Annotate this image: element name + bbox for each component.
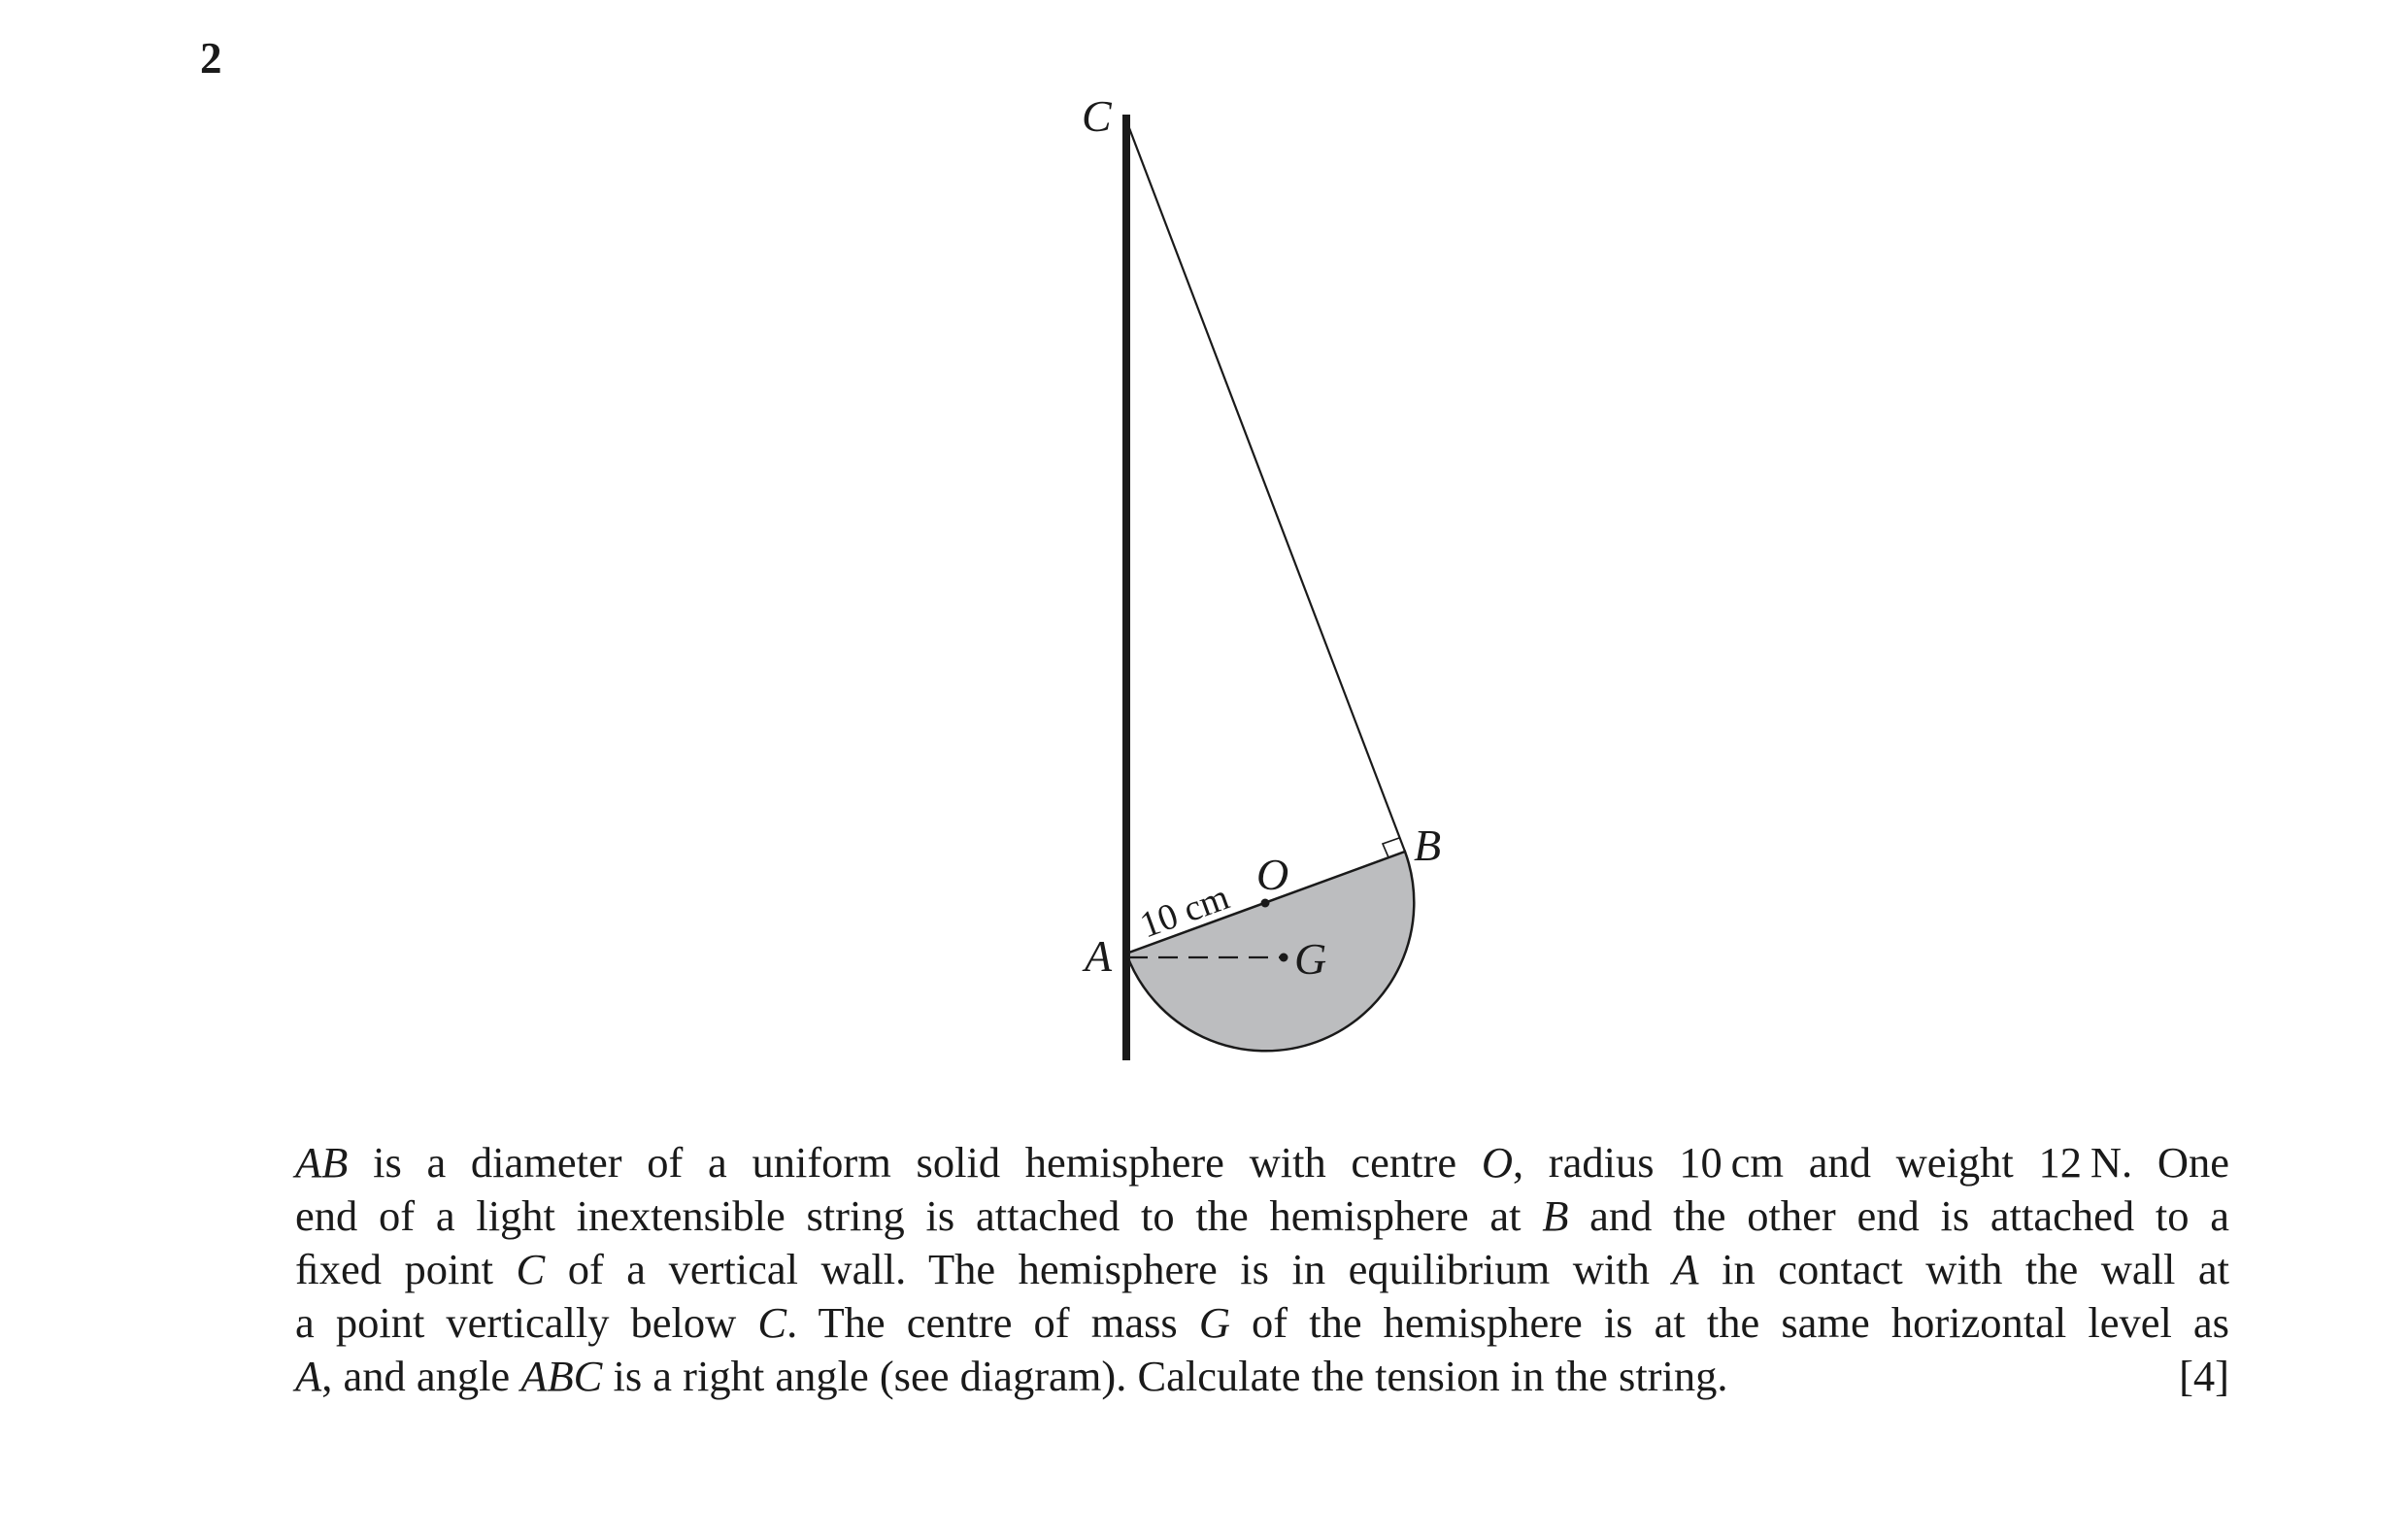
point-G bbox=[1280, 954, 1288, 962]
question-line-3: ﬁxed point C of a vertical wall. The hemisphere is in equilibrium with A in contact with the wall at bbox=[295, 1245, 2229, 1293]
label-B: B bbox=[1414, 820, 1442, 870]
label-C: C bbox=[1082, 91, 1112, 141]
string bbox=[1126, 120, 1405, 852]
point-O bbox=[1261, 899, 1270, 908]
question-text bbox=[295, 1136, 2229, 1403]
question-line-5 bbox=[295, 1350, 2229, 1403]
marks-indicator: [4] bbox=[2179, 1352, 2229, 1400]
label-radius: 10 cm bbox=[1134, 876, 1235, 947]
question-last-text: A, and angle ABC is a right angle (see diagram). Calculate the tension in the string. bbox=[295, 1352, 1728, 1400]
question-line-4: a point vertically below C. The centre of mass G of the hemisphere is at the same horizontal level as bbox=[295, 1298, 2229, 1347]
label-A: A bbox=[1085, 931, 1113, 981]
label-O: O bbox=[1256, 850, 1289, 899]
question-number: 2 bbox=[200, 34, 222, 83]
question-line-2: end of a light inextensible string is attached to the hemisphere at B and the other end is attached to a bbox=[295, 1191, 2229, 1240]
question-line-1: AB is a diameter of a uniform solid hemisphere with centre O, radius 10 cm and weight 12 N. One bbox=[295, 1138, 2229, 1187]
label-G: G bbox=[1294, 934, 1327, 984]
